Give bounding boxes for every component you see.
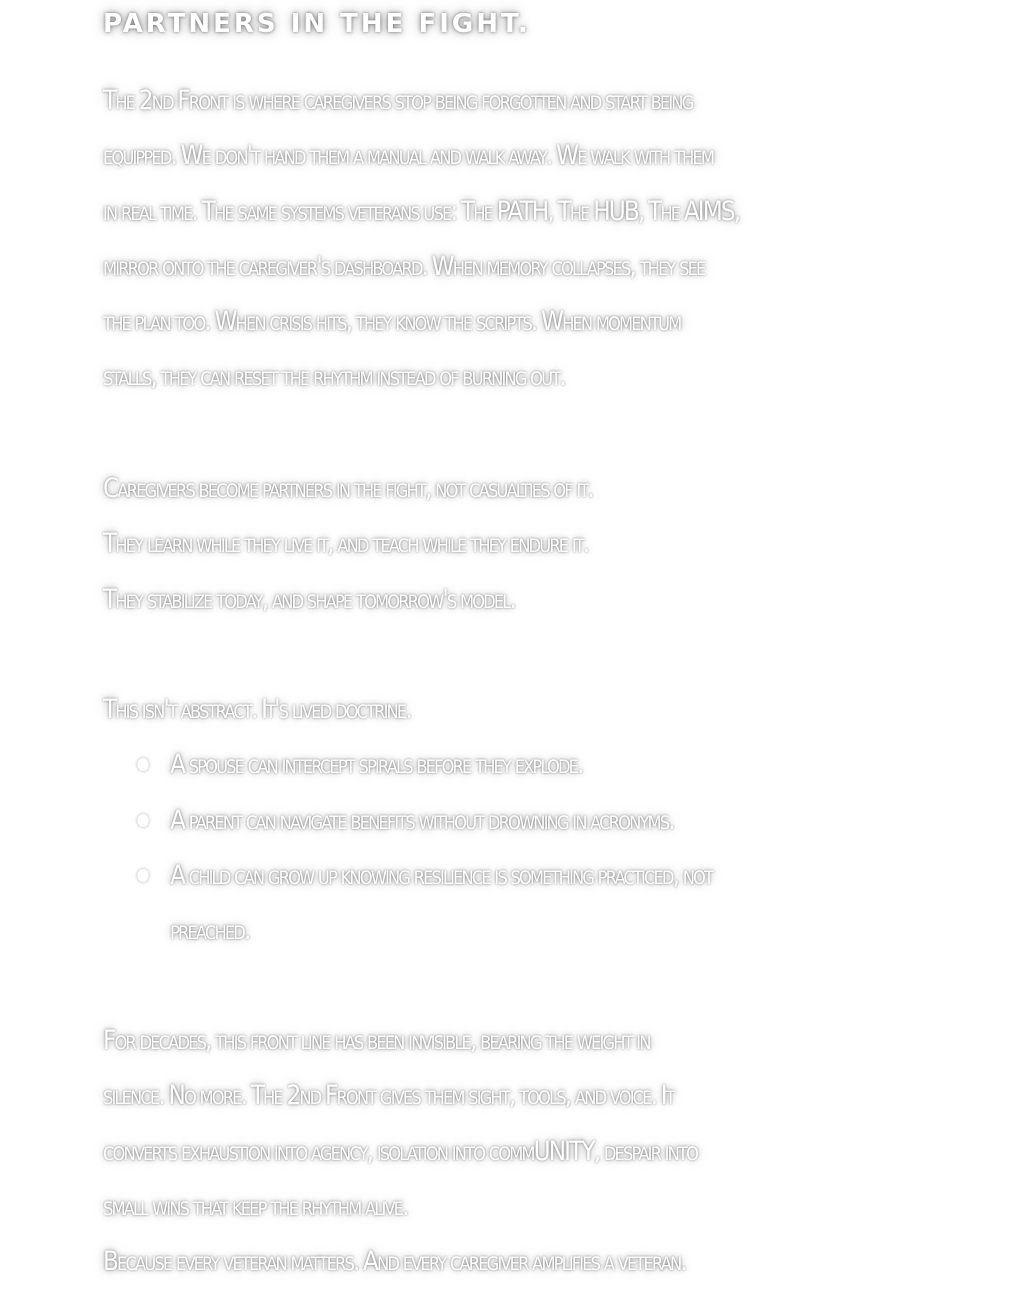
text-line: The 2nd Front is where caregivers stop being forgotten and start being <box>103 85 693 116</box>
bullet-circle-icon <box>137 758 148 771</box>
text-line: mirror onto the caregiver's dashboard. When memory collapses, they see <box>103 250 705 282</box>
list-item-text: A child can grow up knowing resilience is something practiced, not <box>170 859 713 891</box>
bullet-circle-icon <box>137 869 148 882</box>
text-line: converts exhaustion into agency, isolation into commUNITY, despair into <box>103 1135 697 1167</box>
text-line: the plan too. When crisis hits, they know the scripts. When momentum <box>103 306 681 338</box>
text-line: equipped. We don't hand them a manual and walk away. We walk with them <box>103 140 714 172</box>
bullet-circle-icon <box>137 814 148 827</box>
paragraph-2nd-front-intro <box>103 73 933 405</box>
list-item <box>103 793 933 848</box>
text-line: silence. No more. The 2nd Front gives them sight, tools, and voice. It <box>103 1080 674 1112</box>
text-line: small wins that keep the rhythm alive. <box>103 1190 408 1222</box>
text-line: stalls, they can reset the rhythm instead of burning out. <box>103 361 565 393</box>
list-intro: This isn't abstract. It's lived doctrine. <box>103 694 411 725</box>
bullet-list <box>103 737 933 958</box>
paragraph-caregivers-partners <box>103 461 933 627</box>
text-line: They stabilize today, and shape tomorrow's model. <box>103 583 515 615</box>
section-heading: PARTNERS IN THE FIGHT. <box>103 9 531 39</box>
paragraph-lived-doctrine <box>103 682 933 958</box>
list-item-text: A parent can navigate benefits without drowning in acronyms. <box>170 804 674 836</box>
text-line: They learn while they live it, and teach while they endure it. <box>103 528 589 560</box>
text-line: Caregivers become partners in the fight, not casualties of it. <box>103 473 593 504</box>
text-line: For decades, this front line has been invisible, bearing the weight in <box>103 1025 650 1056</box>
list-item-text: A spouse can intercept spirals before they explode. <box>170 749 583 781</box>
list-item <box>103 737 933 792</box>
list-item <box>103 848 933 959</box>
closing-line: Because every veteran matters. And every caregiver amplifies a veteran. <box>103 1246 686 1278</box>
list-item-text-continued: preached. <box>170 915 250 947</box>
paragraph-front-line <box>103 1013 933 1289</box>
text-line: in real time. The same systems veterans use: The PATH, The HUB, The AIMS, <box>103 195 740 227</box>
